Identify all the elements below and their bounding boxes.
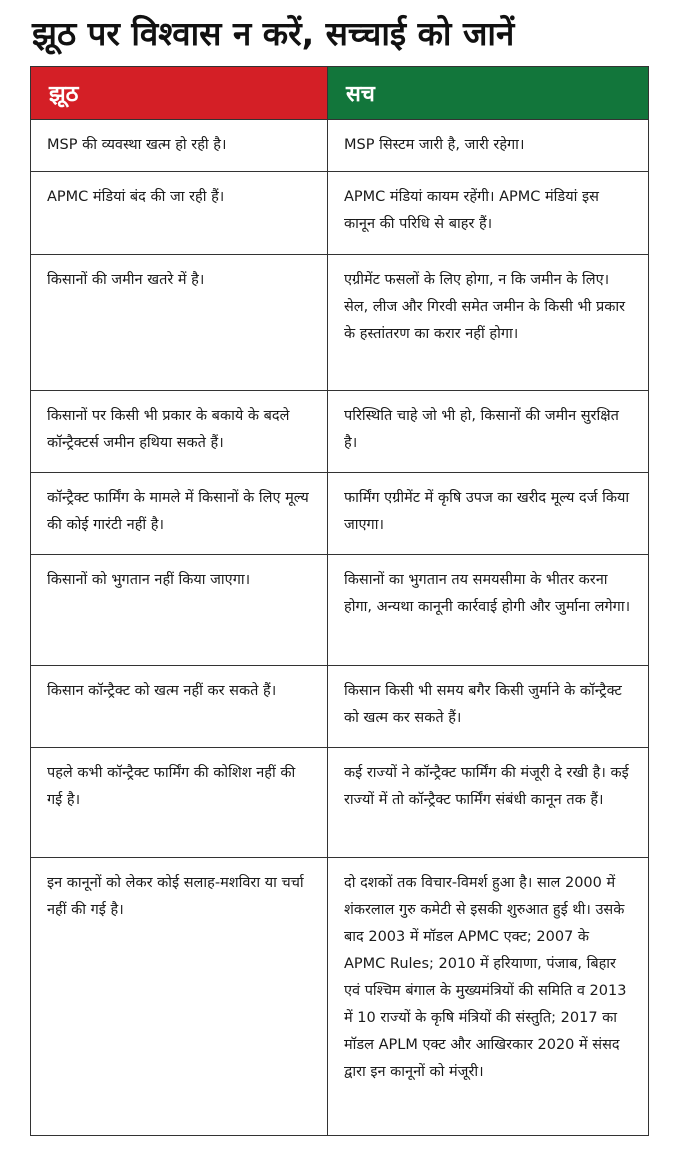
lie-cell: APMC मंडियां बंद की जा रही हैं। bbox=[31, 172, 328, 255]
lie-cell: इन कानूनों को लेकर कोई सलाह-मशविरा या चर्चा नहीं की गई है। bbox=[31, 858, 328, 1136]
table-row bbox=[31, 391, 649, 473]
lie-cell: किसानों की जमीन खतरे में है। bbox=[31, 255, 328, 391]
lie-cell: पहले कभी कॉन्ट्रैक्ट फार्मिंग की कोशिश नहीं की गई है। bbox=[31, 748, 328, 858]
truth-cell: परिस्थिति चाहे जो भी हो, किसानों की जमीन सुरक्षित है। bbox=[328, 391, 649, 473]
table-row bbox=[31, 120, 649, 172]
lie-cell: कॉन्ट्रैक्ट फार्मिंग के मामले में किसानों के लिए मूल्य की कोई गारंटी नहीं है। bbox=[31, 473, 328, 555]
lie-column-header: झूठ bbox=[31, 67, 328, 120]
truth-cell: MSP सिस्टम जारी है, जारी रहेगा। bbox=[328, 120, 649, 172]
table-row bbox=[31, 748, 649, 858]
table-row bbox=[31, 858, 649, 1136]
page-title: झूठ पर विश्वास न करें, सच्चाई को जानें bbox=[32, 14, 515, 53]
truth-cell: किसान किसी भी समय बगैर किसी जुर्माने के कॉन्ट्रैक्ट को खत्म कर सकते हैं। bbox=[328, 666, 649, 748]
table-row bbox=[31, 255, 649, 391]
lie-cell: किसान कॉन्ट्रैक्ट को खत्म नहीं कर सकते हैं। bbox=[31, 666, 328, 748]
lie-cell: किसानों को भुगतान नहीं किया जाएगा। bbox=[31, 555, 328, 666]
truth-cell: फार्मिंग एग्रीमेंट में कृषि उपज का खरीद मूल्य दर्ज किया जाएगा। bbox=[328, 473, 649, 555]
table-header-row bbox=[31, 67, 649, 120]
lie-cell: किसानों पर किसी भी प्रकार के बकाये के बदले कॉन्ट्रैक्टर्स जमीन हथिया सकते हैं। bbox=[31, 391, 328, 473]
truth-cell: APMC मंडियां कायम रहेंगी। APMC मंडियां इस कानून की परिधि से बाहर हैं। bbox=[328, 172, 649, 255]
table-row bbox=[31, 473, 649, 555]
table-row bbox=[31, 666, 649, 748]
table-row bbox=[31, 172, 649, 255]
truth-cell: कई राज्यों ने कॉन्ट्रैक्ट फार्मिंग की मंजूरी दे रखी है। कई राज्यों में तो कॉन्ट्रैक्ट फार्मिंग संबंधी कानून तक हैं। bbox=[328, 748, 649, 858]
myth-fact-table bbox=[30, 66, 649, 1136]
truth-cell: किसानों का भुगतान तय समयसीमा के भीतर करना होगा, अन्यथा कानूनी कार्रवाई होगी और जुर्माना लगेगा। bbox=[328, 555, 649, 666]
lie-cell: MSP की व्यवस्था खत्म हो रही है। bbox=[31, 120, 328, 172]
truth-cell: एग्रीमेंट फसलों के लिए होगा, न कि जमीन के लिए। सेल, लीज और गिरवी समेत जमीन के किसी भी प्रकार के हस्तांतरण का करार नहीं होगा। bbox=[328, 255, 649, 391]
truth-column-header: सच bbox=[328, 67, 649, 120]
table-row bbox=[31, 555, 649, 666]
truth-cell: दो दशकों तक विचार-विमर्श हुआ है। साल 2000 में शंकरलाल गुरु कमेटी से इसकी शुरुआत हुई थी। उसके बाद 2003 में मॉडल APMC एक्ट; 2007 के APMC Rules; 2010 में हरियाणा, पंजाब, बिहार एवं पश्चिम बंगाल के मुख्यमंत्रियों की समिति व 2013 में 10 राज्यों के कृषि मंत्रियों की संस्तुति; 2017 का मॉडल APLM एक्ट और आखिरकार 2020 में संसद द्वारा इन कानूनों को मंजूरी। bbox=[328, 858, 649, 1136]
